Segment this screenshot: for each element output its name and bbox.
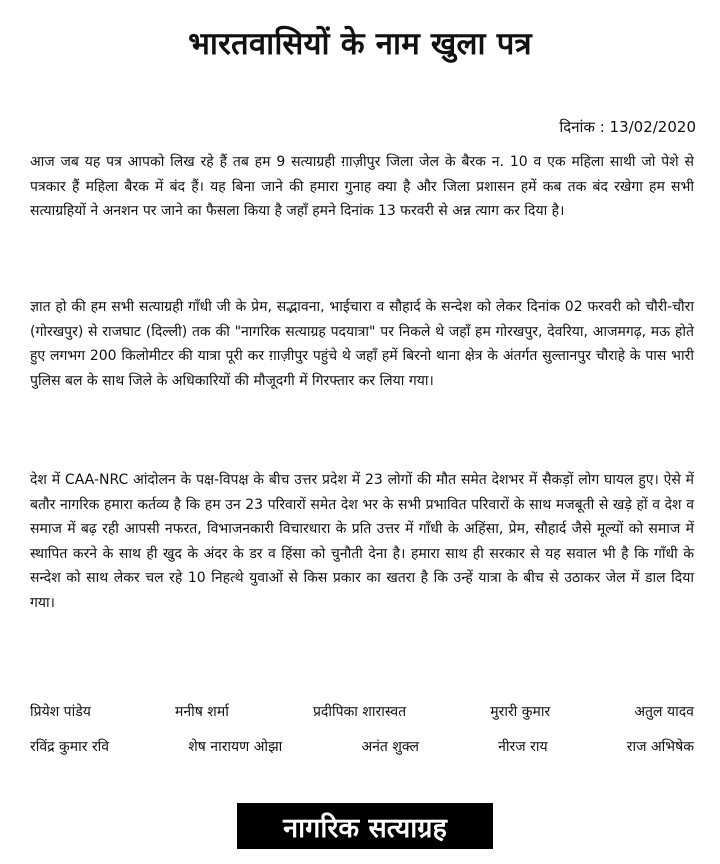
signatory-name: रविंद्र कुमार रवि [30,739,110,755]
paragraph-3: देश में CAA-NRC आंदोलन के पक्ष-विपक्ष के बीच उत्तर प्रदेश में 23 लोगों की मौत समेत देशभर में सैकड़ों लोग घायल हुए। ऐसे में बतौर नागरिक हमारा कर्तव्य है कि हम उन 23 परिवारों समेत देश भर के सभी प्रभावित परिवारों के साथ मजबूती से खड़े हों व देश व समाज में बढ़ रही आपसी नफरत, विभाजनकारी विचारधारा के प्रति उत्तर में गाँधी के अहिंसा, प्रेम, सौहार्द जैसे मूल्यों को समाज में स्थापित करने के साथ ही खुद के अंदर के डर व हिंसा को चुनौती देना है। हमारा साथ ही सरकार से यह सवाल भी है कि गाँधी के सन्देश को साथ लेकर चल रहे 10 निहत्थे युवाओं से किस प्रकार का खतरा है कि उन्हें यात्रा के बीच से उठाकर जेल में डाल दिया गया। [30,472,694,611]
signatory-name: मनीष शर्मा [175,704,229,720]
signatory-name: राज अभिषेक [626,739,694,755]
signatory-name: नीरज राय [498,739,548,755]
signatories-row-2 [30,737,694,756]
signatory-name: मुरारी कुमार [490,704,551,720]
paragraph-2: ज्ञात हो की हम सभी सत्याग्रही गाँधी जी के प्रेम, सद्भावना, भाईचारा व सौहार्द के सन्देश को लेकर दिनांक 02 फरवरी को चौरी-चौरा (गोरखपुर) से राजघाट (दिल्ली) तक की "नागरिक सत्याग्रह पदयात्रा" पर निकले थे जहाँ हम गोरखपुर, देवरिया, आजमगढ़, मऊ होते हुए लगभग 200 किलोमीटर की यात्रा पूरी कर ग़ाज़ीपुर पहुंचे थे जहाँ हमें बिरनो थाना क्षेत्र के अंतर्गत सुल्तानपुर चौराहे के पास भारी पुलिस बल के साथ जिले के अधिकारियों की मौजूदगी में गिरफ्तार कर लिया गया। [30,299,694,389]
signatories-row-1 [30,702,694,721]
signatory-name: अनंत शुक्ल [361,739,419,755]
signatory-name: अतुल यादव [634,704,694,720]
signatory-name: प्रदीपिका शारास्वत [312,704,407,720]
signatory-name: शेष नारायण ओझा [188,739,283,755]
letter-title: भारतवासियों के नाम खुला पत्र [188,26,532,62]
footer-banner: नागरिक सत्याग्रह [237,803,493,849]
paragraph-1: आज जब यह पत्र आपको लिख रहे हैं तब हम 9 सत्याग्रही ग़ाज़ीपुर जिला जेल के बैरक न. 10 व एक महिला साथी जो पेशे से पत्रकार हैं महिला बैरक में बंद हैं। यह बिना जाने की हमारा गुनाह क्या है और जिला प्रशासन हमें कब तक बंद रखेगा हम सभी सत्याग्रहियों ने अनशन पर जाने का फैसला किया है जहाँ हमने दिनांक 13 फरवरी से अन्न त्याग कर दिया है। [30,154,694,219]
letter-date: दिनांक : 13/02/2020 [559,118,696,136]
signatory-name: प्रियेश पांडेय [30,704,91,720]
